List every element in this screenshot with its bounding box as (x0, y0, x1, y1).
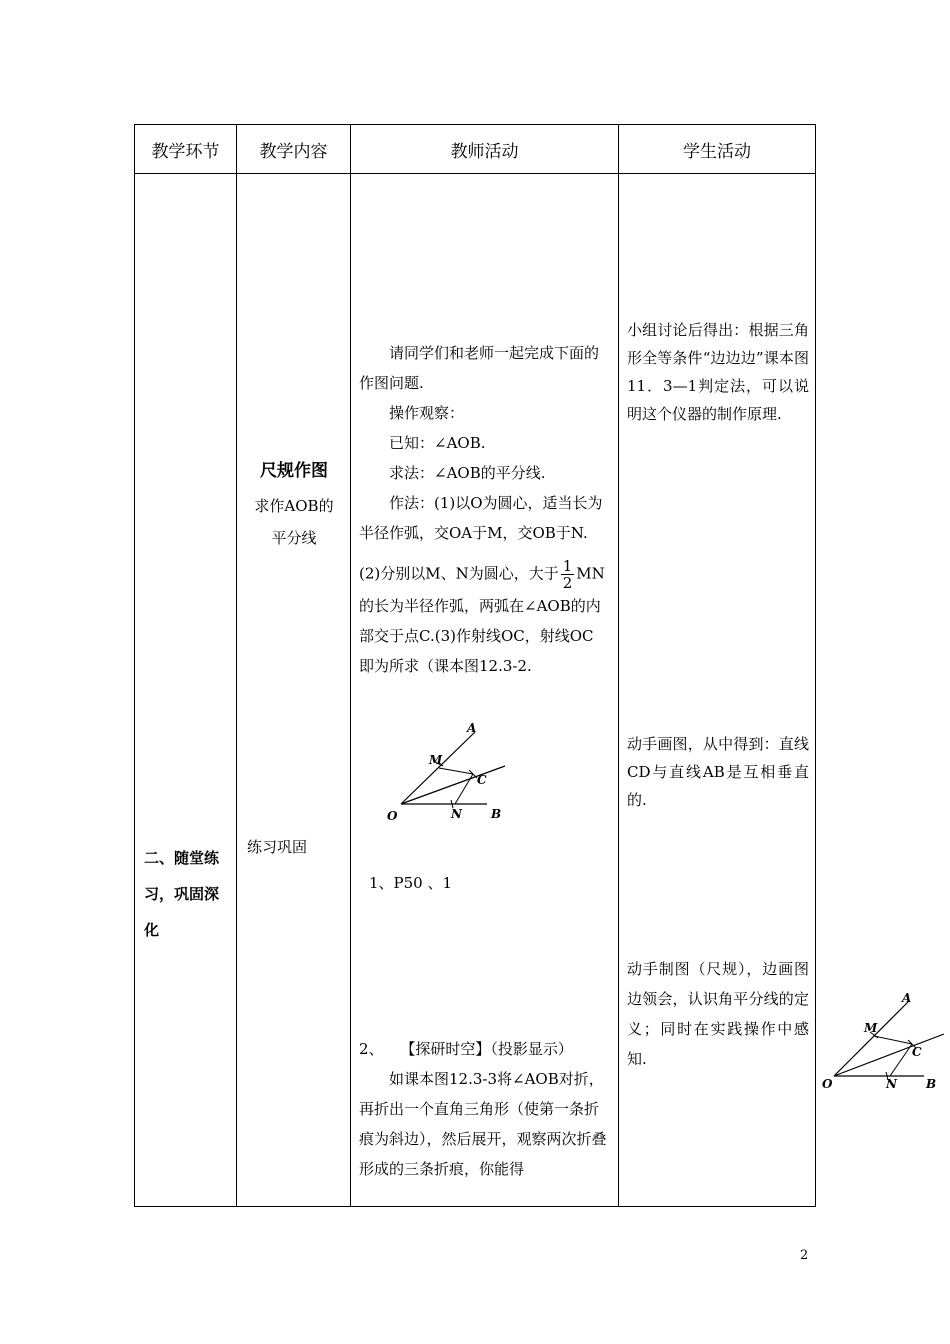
stage-label: 二、随堂练习，巩固深化 (144, 849, 220, 939)
teacher-line5: 作法：(1)以O为圆心，适当长为半径作弧，交OA于M，交OB于N. (359, 494, 603, 542)
teacher-line6 (359, 558, 613, 591)
ray-oc (401, 766, 505, 804)
ray-oc-2 (834, 1034, 944, 1076)
lesson-table (134, 124, 816, 1207)
segment-nc (455, 774, 473, 804)
angle-bisector-figure-margin (820, 990, 948, 1090)
angle-bisector-figure (387, 722, 547, 822)
label-o: O (387, 809, 398, 822)
ray-oa (401, 732, 475, 804)
teacher-line3: 已知：∠AOB. (389, 434, 486, 452)
segment-mc-2 (874, 1036, 912, 1044)
header-teacher: 教师活动 (351, 125, 619, 174)
fraction-denominator: 2 (562, 574, 573, 592)
ray-oa-2 (834, 1002, 908, 1076)
header-stage: 教学环节 (135, 125, 237, 174)
teacher-line7: 的长为半径作弧，两弧在∠AOB的内部交于点C.(3)作射线OC，射线OC 即为所求（课本图12.3-2. (359, 597, 601, 675)
content-subtitle: 求作AOB的平分线 (254, 497, 334, 547)
teacher-line2: 操作观察： (389, 404, 465, 422)
teacher-line6-pre: (2)分别以M、N为圆心，大于 (359, 564, 559, 583)
content-practice: 练习巩固 (247, 838, 308, 856)
student-cell (619, 174, 816, 1207)
label-b: B (491, 807, 502, 821)
teacher-line6-post: MN (576, 564, 605, 583)
stage-cell (135, 174, 237, 1207)
exercise-2-number: 2、 (359, 1040, 384, 1058)
fraction-numerator: 1 (562, 557, 573, 575)
student-block-2: 动手画图，从中得到：直线CD与直线AB是互相垂直的. (627, 735, 809, 809)
exercise-2-title: 【探研时空】（投影显示） (400, 1040, 573, 1058)
label-a-2: A (902, 991, 912, 1005)
exercise-2 (359, 1034, 613, 1184)
student-block-3: 动手制图（尺规），边画图边领会，认识角平分线的定义；同时在实践操作中感知. (627, 960, 809, 1068)
teacher-line4: 求法：∠AOB的平分线. (389, 464, 546, 482)
label-b-2: B (926, 1077, 937, 1090)
label-a: A (467, 722, 477, 735)
content-cell (237, 174, 351, 1207)
student-block-1: 小组讨论后得出：根据三角形全等条件“边边边”课本图11．3—1判定法，可以说明这个仪器的制作原理. (627, 321, 809, 423)
label-m-2: M (864, 1021, 878, 1035)
page-number: 2 (800, 1248, 809, 1263)
label-n-2: N (886, 1077, 897, 1090)
content-title: 尺规作图 (260, 461, 328, 481)
teacher-line1: 请同学们和老师一起完成下面的作图问题. (359, 344, 600, 392)
label-n: N (451, 807, 462, 821)
label-c-2: C (912, 1045, 922, 1059)
exercise-1: 1、P50 、1 (369, 874, 453, 892)
header-row (135, 125, 816, 174)
exercise-2-heading (359, 1034, 613, 1064)
header-content: 教学内容 (237, 125, 351, 174)
header-student: 学生活动 (619, 125, 816, 174)
body-row (135, 174, 816, 1207)
teacher-instructions (359, 338, 613, 681)
segment-nc-2 (890, 1044, 912, 1076)
exercise-2-body: 如课本图12.3-3将∠AOB对折，再折出一个直角三角形（使第一条折痕为斜边），然后展开，观察两次折叠形成的三条折痕，你能得 (359, 1070, 607, 1178)
segment-mc (439, 768, 473, 774)
label-m: M (429, 753, 443, 767)
teacher-cell (351, 174, 619, 1207)
label-c: C (477, 773, 487, 787)
fraction-half (561, 558, 575, 591)
label-o-2: O (822, 1077, 833, 1090)
